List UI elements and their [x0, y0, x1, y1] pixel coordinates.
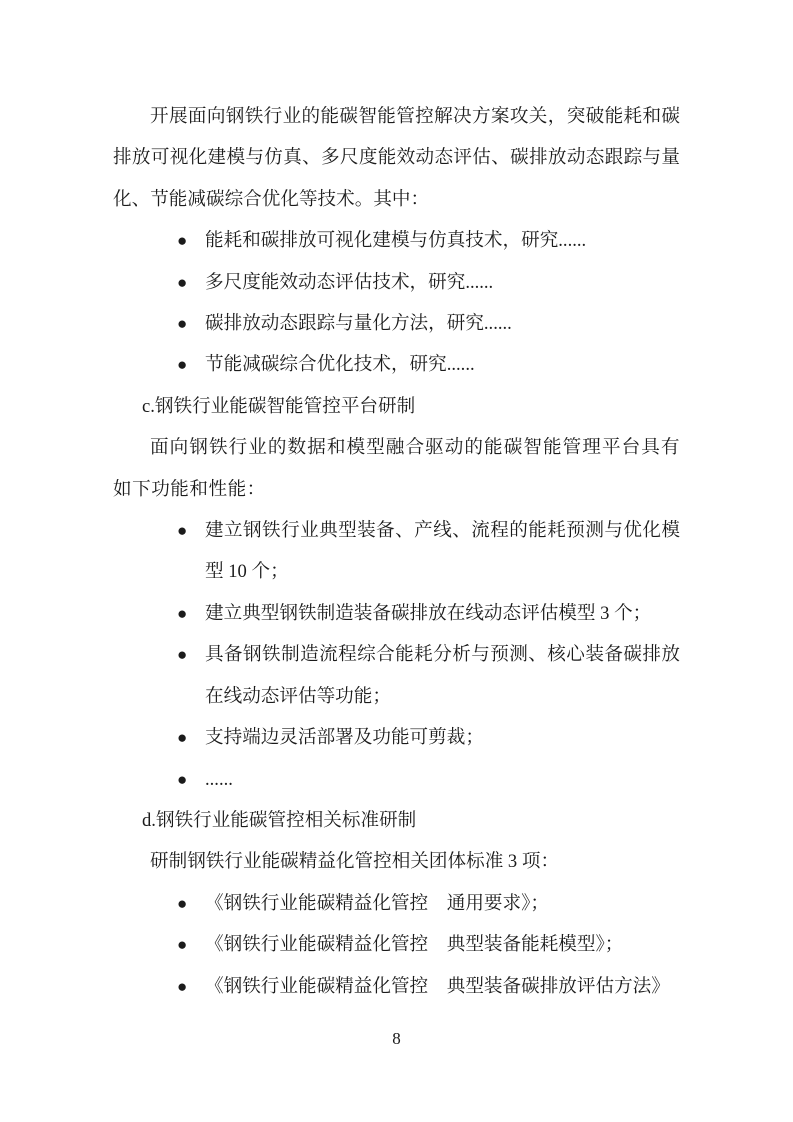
list-item: [113, 262, 680, 303]
list-item: [113, 593, 680, 634]
list-item: [113, 759, 680, 800]
list-item-text: 多尺度能效动态评估技术，研究......: [205, 271, 494, 293]
list-item: [113, 634, 680, 717]
list-item-text: 碳排放动态跟踪与量化方法，研究......: [205, 313, 512, 335]
list-item-text: ......: [205, 768, 233, 790]
list-item-text: 建立钢铁行业典型装备、产线、流程的能耗预测与优化模型 10 个；: [205, 520, 680, 583]
intro-paragraph: 开展面向钢铁行业的能碳智能管控解决方案攻关，突破能耗和碳排放可视化建模与仿真、多尺度能效动态评估、碳排放动态跟踪与量化、节能减碳综合优化等技术。其中：: [113, 106, 680, 210]
section-c-intro: 面向钢铁行业的数据和模型融合驱动的能碳智能管理平台具有如下功能和性能：: [113, 437, 680, 500]
bullet-icon: ●: [177, 935, 188, 955]
bullet-icon: ●: [177, 521, 188, 541]
list-item: [113, 717, 680, 758]
list-item: [113, 924, 680, 965]
list-item: [113, 510, 680, 593]
bullet-icon: ●: [177, 355, 188, 375]
section-c-heading: c.钢铁行业能碳智能管控平台研制: [142, 395, 416, 417]
tech-bullet-list: [113, 220, 680, 386]
list-item-text: 具备钢铁制造流程综合能耗分析与预测、核心装备碳排放在线动态评估等功能；: [205, 644, 680, 707]
bullet-icon: ●: [177, 769, 188, 789]
bullet-icon: ●: [177, 272, 188, 292]
list-item: [113, 966, 680, 1007]
bullet-icon: ●: [177, 603, 188, 623]
bullet-icon: ●: [177, 728, 188, 748]
section-d-intro: 研制钢铁行业能碳精益化管控相关团体标准 3 项：: [150, 851, 560, 873]
list-item-text: 支持端边灵活部署及功能可剪裁；: [205, 727, 484, 749]
list-item: [113, 303, 680, 344]
list-item-text: 《钢铁行业能碳精益化管控 通用要求》；: [205, 892, 549, 914]
list-item-text: 《钢铁行业能碳精益化管控 典型装备碳排放评估方法》: [205, 975, 670, 997]
list-item: [113, 883, 680, 924]
bullet-icon: ●: [177, 314, 188, 334]
list-item-text: 建立典型钢铁制造装备碳排放在线动态评估模型 3 个；: [205, 602, 652, 624]
bullet-icon: ●: [177, 231, 188, 251]
list-item: [113, 344, 680, 385]
list-item-text: 能耗和碳排放可视化建模与仿真技术，研究......: [205, 230, 587, 252]
section-d-heading: d.钢铁行业能碳管控相关标准研制: [142, 809, 417, 831]
list-item: [113, 220, 680, 261]
bullet-icon: ●: [177, 645, 188, 665]
list-item-text: 节能减碳综合优化技术，研究......: [205, 354, 475, 376]
platform-bullet-list: [113, 510, 680, 800]
list-item-text: 《钢铁行业能碳精益化管控 典型装备能耗模型》；: [205, 934, 624, 956]
standards-bullet-list: [113, 883, 680, 1007]
page-number: 8: [392, 1029, 401, 1048]
bullet-icon: ●: [177, 976, 188, 996]
document-body: [113, 96, 680, 1007]
bullet-icon: ●: [177, 893, 188, 913]
